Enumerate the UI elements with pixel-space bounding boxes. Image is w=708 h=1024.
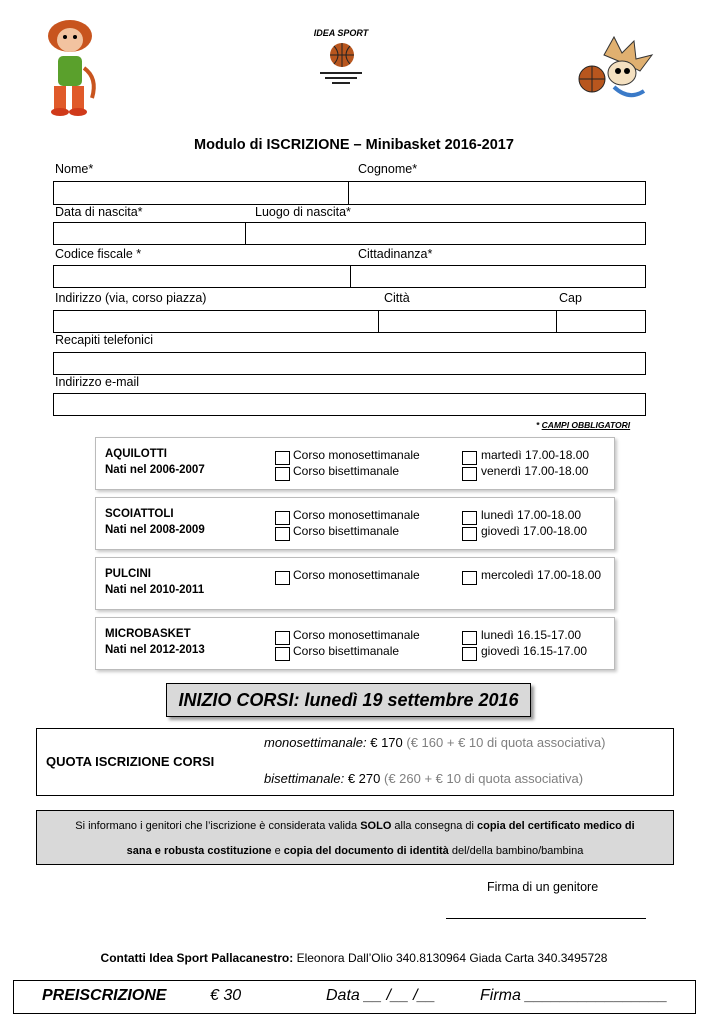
cognome-label: Cognome*	[358, 162, 418, 176]
course-option: Corso monosettimanale	[293, 568, 420, 582]
course-years: Nati nel 2010-2011	[105, 584, 205, 596]
signature-line[interactable]	[446, 918, 646, 919]
course-time: venerdì 17.00-18.00	[481, 464, 589, 478]
nome-field[interactable]	[53, 181, 349, 205]
email-field[interactable]	[53, 393, 646, 416]
preiscrizione-amount: € 30	[210, 987, 242, 1004]
checkbox-pulcini-mono[interactable]	[275, 571, 290, 585]
luogo-nascita-field[interactable]	[245, 222, 646, 245]
recapiti-field[interactable]	[53, 352, 646, 375]
cognome-field[interactable]	[348, 181, 646, 205]
info-box	[36, 810, 674, 865]
course-scoiattoli	[95, 497, 615, 550]
course-time: mercoledì 17.00-18.00	[481, 568, 602, 582]
citta-field[interactable]	[378, 310, 557, 333]
checkbox-pulcini-mercoledi[interactable]	[462, 571, 477, 585]
course-time: martedì 17.00-18.00	[481, 448, 590, 462]
mascot-basketball-logo	[574, 35, 658, 105]
preiscrizione-box	[13, 980, 696, 1014]
cittadinanza-field[interactable]	[350, 265, 646, 288]
preiscrizione-firma[interactable]: Firma ________________	[480, 987, 668, 1004]
email-label: Indirizzo e-mail	[55, 375, 140, 389]
checkbox-microbasket-bi[interactable]	[275, 647, 290, 661]
nome-label: Nome*	[55, 162, 94, 176]
contacts: Contatti Idea Sport Pallacanestro: Eleonora Dall’Olio 340.8130964 Giada Carta 340.3495728	[100, 951, 608, 965]
page-title: Modulo di ISCRIZIONE – Minibasket 2016-2017	[194, 137, 514, 153]
luogo-nascita-label: Luogo di nascita*	[255, 205, 351, 219]
indirizzo-label: Indirizzo (via, corso piazza)	[55, 291, 207, 305]
course-option: Corso monosettimanale	[293, 628, 420, 642]
fee-mono: monosettimanale: € 170 (€ 160 + € 10 di quota associativa)	[264, 735, 606, 750]
recapiti-label: Recapiti telefonici	[55, 333, 153, 347]
preiscrizione-date[interactable]: Data __ /__ /__	[326, 987, 436, 1004]
checkbox-microbasket-lunedi[interactable]	[462, 631, 477, 645]
course-years: Nati nel 2008-2009	[105, 524, 205, 536]
course-option: Corso bisettimanale	[293, 644, 400, 658]
basketball-icon	[328, 41, 356, 69]
checkbox-aquilotti-bi[interactable]	[275, 467, 290, 481]
course-option: Corso monosettimanale	[293, 508, 420, 522]
checkbox-aquilotti-mono[interactable]	[275, 451, 290, 465]
fee-heading: QUOTA ISCRIZIONE CORSI	[46, 754, 215, 769]
course-name: AQUILOTTI	[105, 448, 167, 460]
cap-field[interactable]	[556, 310, 646, 333]
checkbox-scoiattoli-lunedi[interactable]	[462, 511, 477, 525]
course-name: MICROBASKET	[105, 628, 191, 640]
cittadinanza-label: Cittadinanza*	[358, 247, 433, 261]
lion-mascot-logo	[40, 18, 102, 118]
data-nascita-label: Data di nascita*	[55, 205, 143, 219]
course-name: SCOIATTOLI	[105, 508, 174, 520]
course-option: Corso monosettimanale	[293, 448, 420, 462]
course-microbasket	[95, 617, 615, 670]
signature-label: Firma di un genitore	[487, 880, 599, 894]
checkbox-aquilotti-martedi[interactable]	[462, 451, 477, 465]
codice-fiscale-field[interactable]	[53, 265, 351, 288]
cap-label: Cap	[559, 291, 582, 305]
course-start-banner: INIZIO CORSI: lunedì 19 settembre 2016	[166, 683, 531, 717]
course-years: Nati nel 2006-2007	[105, 464, 205, 476]
course-time: giovedì 16.15-17.00	[481, 644, 588, 658]
preiscrizione-label: PREISCRIZIONE	[42, 987, 167, 1004]
citta-label: Città	[384, 291, 410, 305]
fee-bi: bisettimanale: € 270 (€ 260 + € 10 di quota associativa)	[264, 771, 584, 786]
course-pulcini	[95, 557, 615, 610]
checkbox-microbasket-mono[interactable]	[275, 631, 290, 645]
fee-box	[36, 728, 674, 796]
course-option: Corso bisettimanale	[293, 524, 400, 538]
checkbox-aquilotti-venerdi[interactable]	[462, 467, 477, 481]
codice-fiscale-label: Codice fiscale *	[55, 247, 142, 261]
data-nascita-field[interactable]	[53, 222, 246, 245]
logo-text: IDEA SPORT	[313, 28, 369, 38]
checkbox-scoiattoli-mono[interactable]	[275, 511, 290, 525]
checkbox-microbasket-giovedi[interactable]	[462, 647, 477, 661]
course-aquilotti	[95, 437, 615, 490]
course-time: lunedì 17.00-18.00	[481, 508, 582, 522]
course-name: PULCINI	[105, 568, 151, 580]
course-years: Nati nel 2012-2013	[105, 644, 205, 656]
checkbox-scoiattoli-bi[interactable]	[275, 527, 290, 541]
idea-sport-logo	[310, 28, 372, 86]
info-line-2: sana e robusta costituzione e copia del documento di identità del/della bambino/bambina	[126, 845, 584, 857]
checkbox-scoiattoli-giovedi[interactable]	[462, 527, 477, 541]
course-option: Corso bisettimanale	[293, 464, 400, 478]
course-time: lunedì 16.15-17.00	[481, 628, 582, 642]
indirizzo-field[interactable]	[53, 310, 379, 333]
required-note: * CAMPI OBBLIGATORI	[536, 420, 631, 430]
course-time: giovedì 17.00-18.00	[481, 524, 588, 538]
info-line-1: Si informano i genitori che l’iscrizione è considerata valida SOLO alla consegna di copia del certificato medico di	[75, 820, 635, 832]
